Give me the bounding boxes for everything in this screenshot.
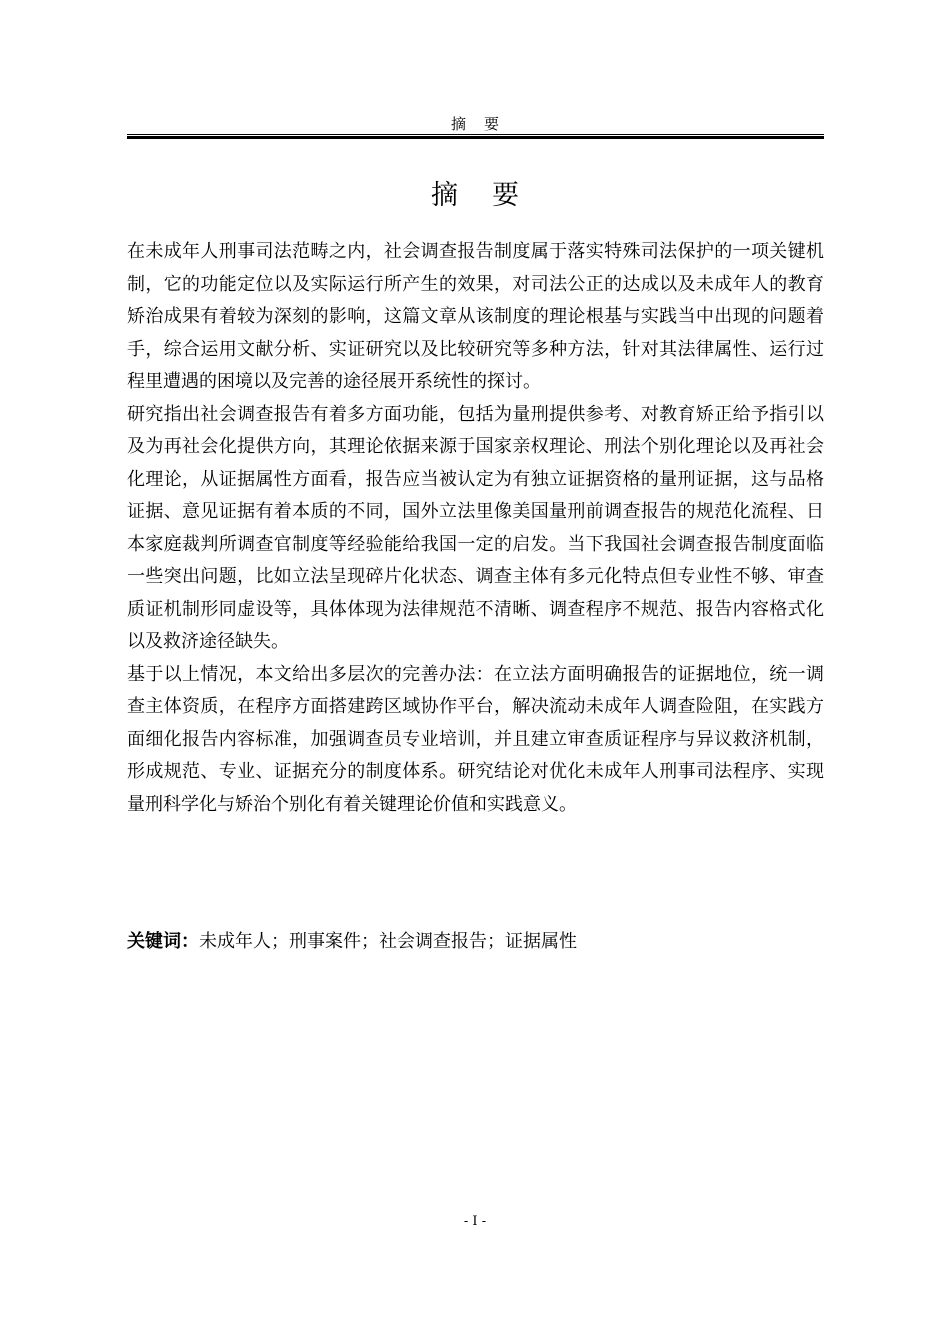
abstract-body	[127, 236, 824, 821]
running-header: 摘要	[450, 115, 517, 133]
keywords-line	[127, 926, 824, 958]
page-number: - I -	[463, 1214, 487, 1229]
abstract-paragraph-1: 在未成年人刑事司法范畴之内，社会调查报告制度属于落实特殊司法保护的一项关键机制，它的功能定位以及实际运行所产生的效果，对司法公正的达成以及未成年人的教育矫治成果有着较为深刻的影响，这篇文章从该制度的理论根基与实践当中出现的问题着手，综合运用文献分析、实证研究以及比较研究等多种方法，针对其法律属性、运行过程里遭遇的困境以及完善的途径展开系统性的探讨。	[127, 241, 824, 392]
page-title: 摘要	[431, 180, 553, 211]
keywords-text: 未成年人；刑事案件；社会调查报告；证据属性	[199, 931, 577, 952]
abstract-paragraph-3: 基于以上情况，本文给出多层次的完善办法：在立法方面明确报告的证据地位，统一调查主体资质，在程序方面搭建跨区域协作平台，解决流动未成年人调查险阻，在实践方面细化报告内容标准，加强调查员专业培训，并且建立审查质证程序与异议救济机制，形成规范、专业、证据充分的制度体系。研究结论对优化未成年人刑事司法程序、实现量刑科学化与矫治个别化有着关键理论价值和实践意义。	[127, 663, 824, 815]
keywords-label: 关键词：	[127, 931, 199, 952]
header-rule-thin	[127, 134, 824, 135]
abstract-paragraph-2: 研究指出社会调查报告有着多方面功能，包括为量刑提供参考、对教育矫正给予指引以及为再社会化提供方向，其理论依据来源于国家亲权理论、刑法个别化理论以及再社会化理论，从证据属性方面看，报告应当被认定为有独立证据资格的量刑证据，这与品格证据、意见证据有着本质的不同，国外立法里像美国量刑前调查报告的规范化流程、日本家庭裁判所调查官制度等经验能给我国一定的启发。当下我国社会调查报告制度面临一些突出问题，比如立法呈现碎片化状态、调查主体有多元化特点但专业性不够、审查质证机制形同虚设等，具体体现为法律规范不清晰、调查程序不规范、报告内容格式化以及救济途径缺失。	[127, 403, 824, 652]
header-rule-thick	[127, 136, 824, 139]
